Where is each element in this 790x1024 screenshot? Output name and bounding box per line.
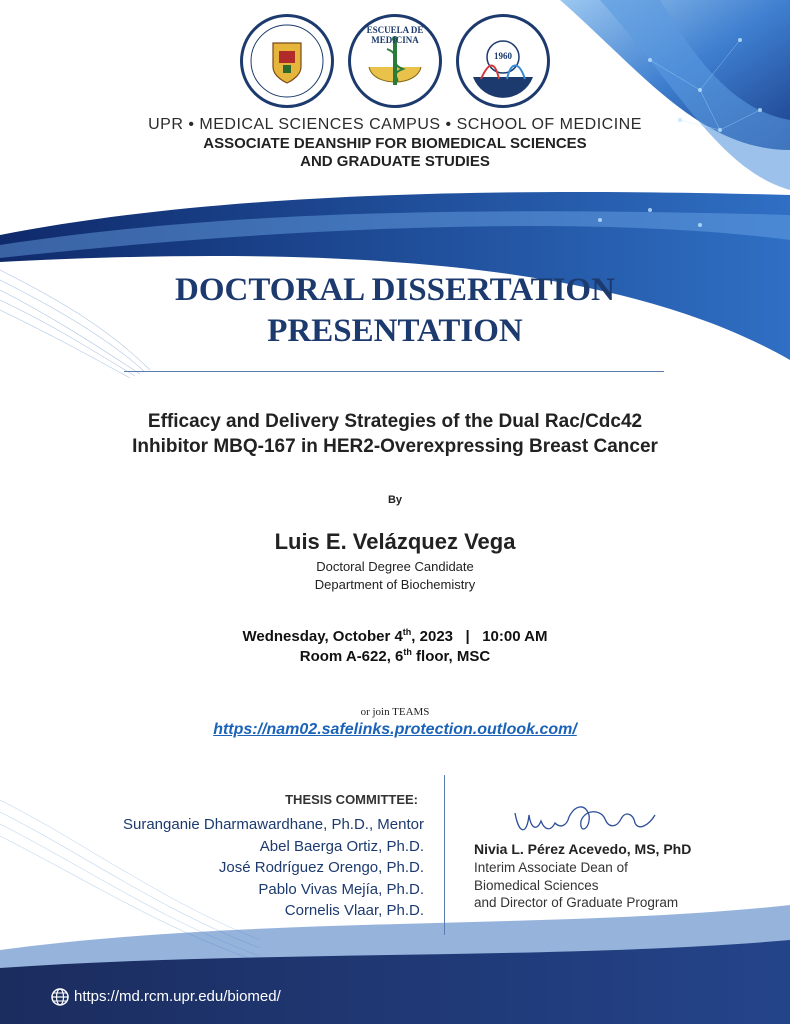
dean-role-line: Interim Associate Dean of: [474, 860, 628, 875]
presenter-title: Doctoral Degree Candidate: [316, 559, 474, 574]
teams-link[interactable]: https://nam02.safelinks.protection.outlook.com/: [213, 721, 577, 738]
room-suffix: floor, MSC: [411, 648, 491, 665]
recinto-ciencias-medicas-seal: [240, 14, 334, 108]
room-sup: th: [403, 647, 412, 657]
dean-role-line: and Director of Graduate Program: [474, 895, 679, 910]
thesis-title-line-1: Efficacy and Delivery Strategies of the Dual Rac/Cdc42: [147, 411, 643, 432]
dean-signature: [505, 795, 665, 845]
committee-list: [123, 814, 424, 922]
room-prefix: Room A-622, 6: [299, 648, 404, 665]
seal-text: ESCUELA DE MEDICINA: [366, 25, 424, 45]
logo-row: [0, 14, 790, 108]
event-date-time: [0, 627, 790, 645]
committee-member: Cornelis Vlaar, Ph.D.: [284, 902, 424, 919]
date-prefix: Wednesday, October 4: [242, 628, 403, 645]
seal-year: 1960: [494, 51, 512, 61]
division-ciencias-biomedicas-seal: [456, 14, 550, 108]
date-sup: th: [402, 627, 412, 637]
title-line-2: PRESENTATION: [267, 313, 523, 349]
event-location: [0, 647, 790, 665]
committee-member: Suranganie Dharmawardhane, Ph.D., Mentor: [123, 816, 424, 833]
globe-icon: [50, 987, 70, 1007]
committee-member: Abel Baerga Ortiz, Ph.D.: [259, 837, 424, 855]
committee-member: José Rodríguez Orengo, Ph.D.: [218, 859, 424, 876]
by-label: By: [387, 494, 403, 506]
column-divider: [444, 775, 445, 935]
thesis-title: [0, 409, 790, 459]
dean-name: Nivia L. Pérez Acevedo, MS, PhD: [474, 841, 692, 857]
deanship-line-2: AND GRADUATE STUDIES: [300, 153, 490, 170]
dean-role-line: Biomedical Sciences: [474, 877, 599, 893]
join-teams-label: or join TEAMS: [360, 706, 430, 718]
dean-role: [474, 859, 678, 912]
institution-line: UPR • MEDICAL SCIENCES CAMPUS • SCHOOL OF MEDICINE: [148, 116, 642, 133]
committee-member: Pablo Vivas Mejía, Ph.D.: [258, 880, 424, 898]
presenter-department: Department of Biochemistry: [314, 577, 476, 592]
title-divider: [124, 371, 664, 372]
title-line-1: DOCTORAL DISSERTATION: [175, 272, 615, 308]
footer-url-link[interactable]: https://md.rcm.upr.edu/biomed/: [74, 988, 281, 1005]
presenter-name: Luis E. Velázquez Vega: [274, 529, 516, 554]
page-title: [0, 270, 790, 352]
date-suffix: , 2023 | 10:00 AM: [411, 628, 548, 645]
deanship-line-1: ASSOCIATE DEANSHIP FOR BIOMEDICAL SCIENCES: [203, 135, 587, 152]
thesis-title-line-2: Inhibitor MBQ-167 in HER2-Overexpressing Breast Cancer: [132, 436, 658, 457]
escuela-de-medicina-seal: [348, 14, 442, 108]
committee-label: THESIS COMMITTEE:: [285, 792, 418, 807]
